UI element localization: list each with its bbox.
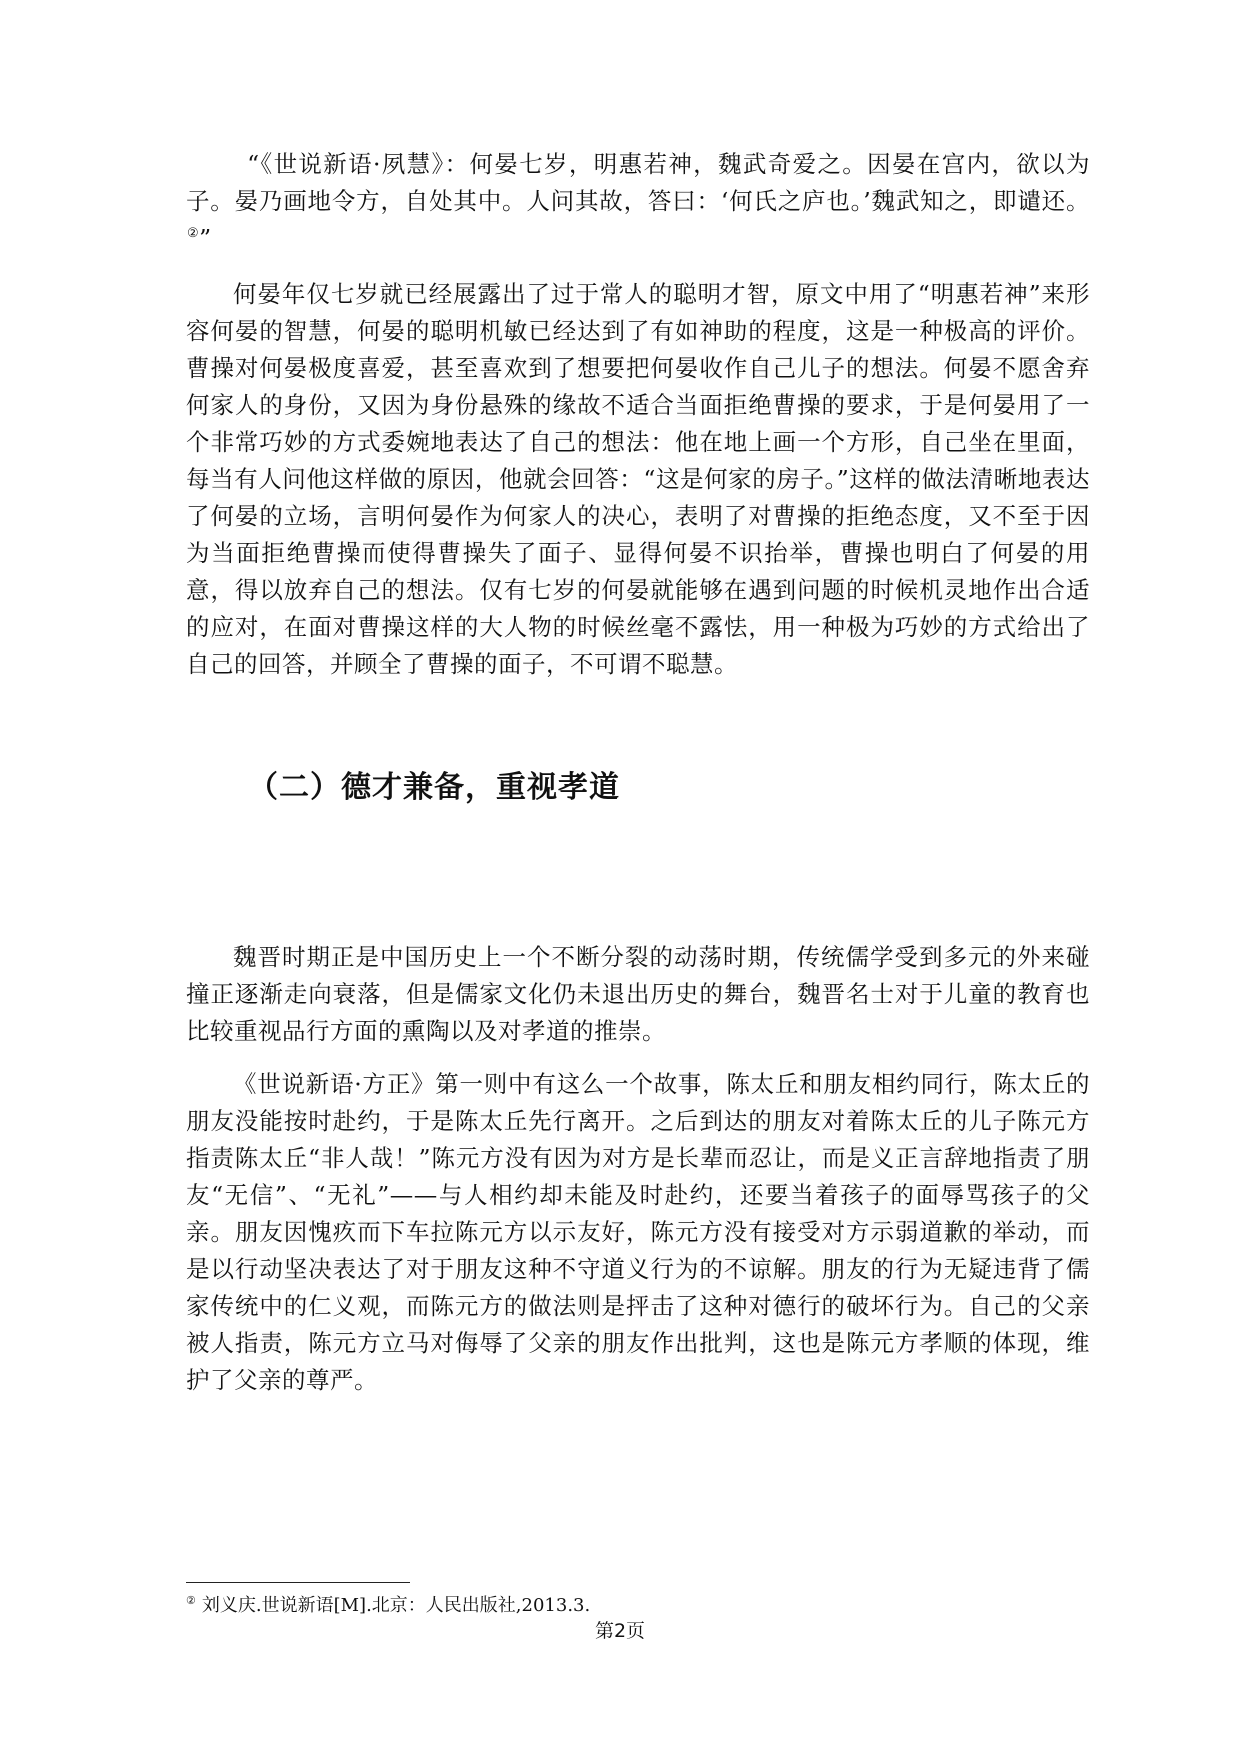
story-paragraph: 《世说新语·方正》第一则中有这么一个故事，陈太丘和朋友相约同行，陈太丘的朋友没能按时赴约，于是陈太丘先行离开。之后到达的朋友对着陈太丘的儿子陈元方指责陈太丘“非人哉！”陈元方没有因为对方是长辈而忍让，而是义正言辞地指责了朋友“无信”、“无礼”——与人相约却未能及时赴约，还要当着孩子的面辱骂孩子的父亲。朋友因愧疚而下车拉陈元方以示友好，陈元方没有接受对方示弱道歉的举动，而是以行动坚决表达了对于朋友这种不守道义行为的不谅解。朋友的行为无疑违背了儒家传统中的仁义观，而陈元方的做法则是抨击了这种对德行的破坏行为。自己的父亲被人指责，陈元方立马对侮辱了父亲的朋友作出批判，这也是陈元方孝顺的体现，维护了父亲的尊严。	[186, 1070, 1090, 1394]
quote-closing-mark: ”	[199, 224, 212, 252]
quote-paragraph	[186, 146, 1090, 257]
quote-text: “《世说新语·夙慧》：何晏七岁，明惠若神，魏武奇爱之。因晏在宫内，欲以为子。晏乃画地令方，自处其中。人问其故，答曰：‘何氏之庐也。’魏武知之，即谴还。	[186, 150, 1090, 215]
footnote	[186, 1594, 590, 1618]
intro-paragraph: 魏晋时期正是中国历史上一个不断分裂的动荡时期，传统儒学受到多元的外来碰撞正逐渐走向衰落，但是儒家文化仍未退出历史的舞台，魏晋名士对于儿童的教育也比较重视品行方面的熏陶以及对孝道的推崇。	[186, 943, 1090, 1045]
analysis-paragraph: 何晏年仅七岁就已经展露出了过于常人的聪明才智，原文中用了“明惠若神”来形容何晏的智慧，何晏的聪明机敏已经达到了有如神助的程度，这是一种极高的评价。曹操对何晏极度喜爱，甚至喜欢到了想要把何晏收作自己儿子的想法。何晏不愿舍弃何家人的身份，又因为身份悬殊的缘故不适合当面拒绝曹操的要求，于是何晏用了一个非常巧妙的方式委婉地表达了自己的想法：他在地上画一个方形，自己坐在里面，每当有人问他这样做的原因，他就会回答：“这是何家的房子。”这样的做法清晰地表达了何晏的立场，言明何晏作为何家人的决心，表明了对曹操的拒绝态度，又不至于因为当面拒绝曹操而使得曹操失了面子、显得何晏不识抬举，曹操也明白了何晏的用意，得以放弃自己的想法。仅有七岁的何晏就能够在遇到问题的时候机灵地作出合适的应对，在面对曹操这样的大人物的时候丝毫不露怯，用一种极为巧妙的方式给出了自己的回答，并顾全了曹操的面子，不可谓不聪慧。	[186, 280, 1090, 678]
footnote-divider	[186, 1582, 410, 1583]
page-number: 第2页	[594, 1620, 646, 1642]
footnote-reference[interactable]: ②	[187, 226, 200, 242]
section-heading: （二）德才兼备，重视孝道	[248, 770, 620, 805]
footnote-text: 刘义庆.世说新语[M].北京：人民出版社,2013.3.	[201, 1595, 591, 1616]
footnote-marker: ②	[186, 1594, 196, 1607]
